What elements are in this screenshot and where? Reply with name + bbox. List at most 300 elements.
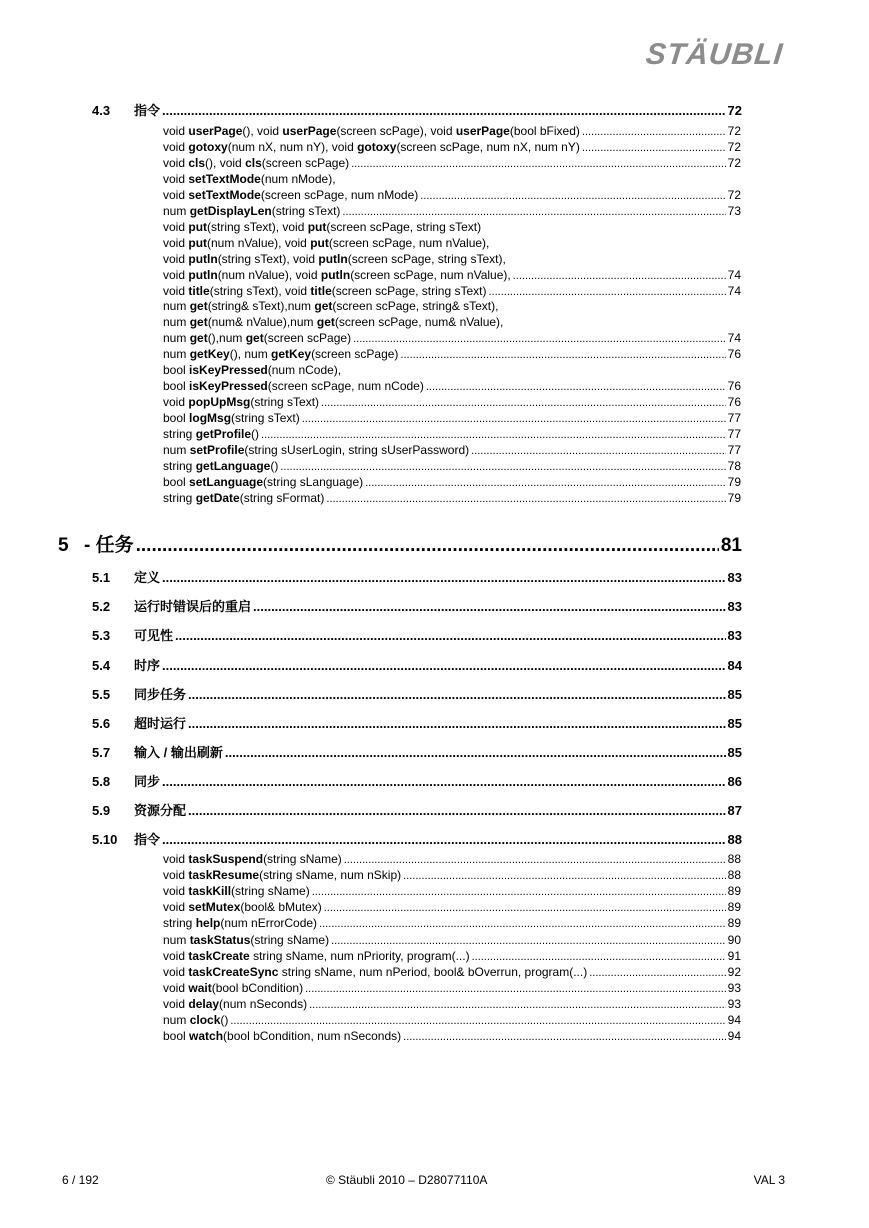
page-ref: 83	[727, 628, 742, 643]
dot-leader	[513, 270, 726, 282]
section-row[interactable]	[92, 771, 742, 790]
page-ref: 88	[727, 832, 742, 847]
section-title: 同步	[134, 774, 161, 789]
section-row[interactable]	[92, 625, 742, 644]
function-name: get	[316, 315, 335, 330]
section-number: 5	[58, 535, 69, 556]
section-number: 5.10	[92, 832, 118, 847]
section-number: 5.9	[92, 803, 111, 818]
toc-entry[interactable]	[163, 140, 741, 154]
dot-leader	[188, 716, 726, 731]
signature-text: num	[163, 443, 190, 457]
signature-text: ()	[251, 427, 260, 442]
signature-text: void	[163, 171, 189, 186]
signature-text: void	[163, 283, 189, 298]
toc-entry[interactable]	[163, 188, 741, 202]
signature-text: (string sText)	[271, 203, 341, 218]
section-row[interactable]	[92, 713, 742, 732]
toc-entry[interactable]	[163, 427, 741, 441]
signature-text: void	[163, 884, 189, 899]
signature-text: (string sText), void	[217, 251, 319, 266]
function-name: userPage	[188, 124, 243, 138]
page-ref: 76	[727, 347, 741, 362]
function-name: popUpMsg	[188, 395, 251, 410]
entry-signature	[163, 220, 481, 234]
signature-text: (bool bCondition)	[211, 980, 304, 995]
entry-signature	[163, 299, 498, 313]
function-name: putln	[188, 267, 218, 282]
signature-text: void	[163, 395, 189, 410]
signature-text: bool	[163, 1029, 190, 1044]
toc-entry	[163, 315, 503, 329]
function-name: cls	[188, 155, 206, 170]
toc-entry[interactable]	[163, 868, 741, 882]
signature-text: (string sText)	[250, 395, 320, 410]
dot-leader	[353, 333, 726, 345]
function-name: put	[310, 235, 329, 250]
signature-text: (screen scPage, string sText),	[347, 251, 506, 266]
toc-entry[interactable]	[163, 949, 741, 963]
dot-leader	[324, 902, 726, 914]
section-row[interactable]	[92, 829, 742, 848]
function-name: get	[189, 331, 208, 346]
entry-signature	[163, 1029, 401, 1043]
entry-signature	[163, 331, 351, 345]
entry-signature	[163, 236, 489, 250]
entry-signature	[163, 443, 469, 457]
page-ref: 92	[727, 964, 741, 979]
signature-text: (string sText)	[231, 411, 300, 426]
page-ref: 90	[727, 932, 741, 947]
function-name: logMsg	[189, 411, 232, 426]
function-name: taskStatus	[189, 932, 251, 947]
entry-signature	[163, 140, 580, 154]
section-number: 5.8	[92, 774, 111, 789]
section-title: - 任务	[84, 535, 134, 556]
section-number: 5.3	[92, 628, 111, 643]
entry-signature	[163, 900, 322, 914]
signature-text: string sName, num nPeriod, bool& bOverrun, program(...)	[278, 964, 588, 979]
function-name: userPage	[455, 124, 510, 138]
entry-signature	[163, 868, 401, 882]
signature-text: (string sUserLogin, string sUserPassword)	[244, 443, 470, 457]
entry-signature	[163, 965, 587, 979]
page-ref: 93	[727, 996, 741, 1011]
page-ref: 76	[727, 395, 741, 410]
page-ref: 88	[727, 868, 741, 883]
function-name: cls	[245, 155, 262, 170]
function-name: getDate	[195, 490, 240, 505]
signature-text: (screen scPage)	[263, 331, 352, 346]
section-row[interactable]	[92, 800, 742, 819]
signature-text: void	[163, 868, 189, 883]
function-name: get	[245, 331, 264, 346]
function-name: put	[188, 235, 208, 250]
signature-text: (screen scPage, num nX, num nY)	[396, 139, 580, 154]
function-name: title	[310, 283, 332, 298]
function-name: gotoxy	[188, 139, 228, 154]
function-name: getDisplayLen	[189, 203, 272, 218]
function-name: get	[314, 299, 333, 314]
signature-text: (string sText), void	[209, 283, 311, 298]
dot-leader	[162, 658, 726, 673]
signature-text: (num nMode),	[260, 171, 336, 186]
toc-entry[interactable]	[163, 900, 741, 914]
page-ref: 72	[727, 124, 741, 138]
signature-text: bool	[163, 379, 190, 394]
signature-text: (),num	[207, 331, 246, 346]
signature-text: (screen scPage, string& sText),	[332, 299, 499, 314]
signature-text: (string sText), void	[207, 219, 308, 234]
section-title: 同步任务	[134, 687, 187, 702]
function-name: watch	[189, 1029, 224, 1044]
signature-text: (string sName, num nSkip)	[259, 868, 402, 883]
signature-text: void	[163, 187, 189, 202]
toc-entry[interactable]	[163, 379, 741, 393]
signature-text: (screen scPage)	[311, 347, 399, 362]
page-ref: 74	[727, 283, 741, 298]
section-title: 指令	[134, 103, 161, 118]
function-name: getKey	[271, 347, 312, 362]
function-name: getLanguage	[195, 458, 271, 473]
dot-leader	[321, 397, 726, 409]
signature-text: bool	[163, 411, 190, 426]
page-ref: 93	[727, 980, 741, 995]
signature-text: void	[163, 964, 189, 979]
toc-entry[interactable]	[163, 331, 741, 345]
signature-text: void	[163, 124, 189, 138]
toc-entry[interactable]	[163, 268, 741, 282]
entry-signature	[163, 315, 503, 329]
section-row[interactable]	[92, 684, 742, 703]
signature-text: (screen scPage)	[261, 155, 350, 170]
section-number: 5.1	[92, 570, 111, 585]
signature-text: string sName, num nPriority, program(...)	[249, 948, 470, 963]
signature-text: (num& nValue),num	[207, 315, 317, 330]
toc-entry[interactable]	[163, 916, 741, 930]
toc-entry[interactable]	[163, 156, 741, 170]
page-ref: 72	[727, 187, 741, 202]
function-name: put	[307, 219, 327, 234]
signature-text: void	[163, 900, 189, 915]
signature-text: ()	[220, 1013, 229, 1027]
entry-signature	[163, 949, 470, 963]
signature-text: num	[163, 331, 190, 346]
toc-entry[interactable]	[163, 124, 741, 138]
dot-leader	[400, 349, 725, 361]
page-ref: 85	[727, 745, 742, 760]
page-ref: 73	[727, 203, 741, 218]
section-title: 运行时错误后的重启	[134, 599, 252, 614]
page-ref: 88	[727, 852, 741, 866]
function-name: getProfile	[195, 427, 252, 442]
entry-signature	[163, 916, 317, 930]
signature-text: void	[163, 139, 189, 154]
dot-leader	[312, 886, 726, 898]
dot-leader	[175, 628, 726, 643]
signature-text: num	[163, 203, 190, 218]
signature-text: string	[163, 490, 196, 505]
toc-entry[interactable]	[163, 997, 741, 1011]
page-ref: 94	[727, 1029, 741, 1044]
dot-leader	[472, 951, 726, 963]
function-name: putln	[320, 267, 351, 282]
signature-text: string	[163, 916, 196, 931]
page-ref: 76	[727, 379, 741, 394]
signature-text: (screen scPage, string sText)	[331, 283, 487, 298]
function-name: taskResume	[188, 868, 260, 883]
dot-leader	[309, 999, 726, 1011]
signature-text: void	[163, 155, 189, 170]
page-ref: 81	[720, 535, 742, 556]
entry-signature	[163, 156, 349, 170]
entry-signature	[163, 884, 310, 898]
section-number: 5.7	[92, 745, 111, 760]
section-title: 可见性	[134, 628, 174, 643]
section-title: 定义	[134, 570, 161, 585]
signature-text: string	[163, 427, 196, 442]
signature-text: (screen scPage, string sText)	[326, 219, 482, 234]
toc-entry	[163, 172, 336, 186]
dot-leader	[426, 381, 726, 393]
page-ref: 72	[727, 103, 742, 118]
page-ref: 74	[727, 267, 741, 282]
page-ref: 87	[727, 803, 742, 818]
dot-leader	[582, 126, 726, 138]
section-number: 5.2	[92, 599, 111, 614]
entry-signature	[163, 284, 486, 298]
section-number: 5.4	[92, 658, 111, 673]
section-title: 时序	[134, 658, 161, 673]
dot-leader	[420, 190, 725, 202]
page-ref: 94	[727, 1013, 741, 1027]
toc-entry	[163, 299, 498, 313]
section-row[interactable]	[92, 567, 742, 586]
toc-entry[interactable]	[163, 1029, 741, 1043]
dot-leader	[342, 206, 725, 218]
dot-leader	[230, 1015, 725, 1027]
page-ref: 72	[727, 139, 741, 154]
signature-text: (string sName)	[263, 852, 342, 866]
dot-leader	[162, 832, 726, 847]
toc-entry[interactable]	[163, 443, 741, 457]
signature-text: (), num	[229, 347, 272, 362]
signature-text: string	[163, 458, 196, 473]
function-name: setProfile	[189, 443, 245, 457]
staubli-logo: STÄUBLI	[644, 38, 785, 71]
dot-leader	[188, 687, 726, 702]
entry-signature	[163, 852, 342, 866]
signature-text: void	[163, 996, 189, 1011]
dot-leader	[225, 745, 726, 760]
entry-signature	[163, 379, 424, 393]
function-name: get	[189, 315, 208, 330]
footer-page-number: 6 / 192	[62, 1173, 99, 1187]
signature-text: (screen scPage, num nValue),	[350, 267, 511, 282]
section-title: 超时运行	[134, 716, 187, 731]
signature-text: num	[163, 315, 190, 330]
page-ref: 78	[727, 458, 741, 473]
section-row[interactable]	[92, 742, 742, 761]
function-name: taskSuspend	[188, 852, 264, 866]
signature-text: (string sLanguage)	[263, 474, 364, 489]
function-name: taskKill	[188, 884, 232, 899]
dot-leader	[302, 413, 726, 425]
function-name: putln	[188, 251, 218, 266]
signature-text: bool	[163, 474, 190, 489]
signature-text: (bool bFixed)	[509, 124, 580, 138]
page-ref: 89	[727, 900, 741, 915]
signature-text: void	[163, 267, 189, 282]
page-ref: 89	[727, 916, 741, 931]
dot-leader	[403, 870, 726, 882]
signature-text: (bool bCondition, num nSeconds)	[223, 1029, 402, 1044]
entry-signature	[163, 427, 259, 441]
toc-entry	[163, 363, 341, 377]
signature-text: (string& sText),num	[207, 299, 315, 314]
function-name: taskCreate	[188, 948, 250, 963]
signature-text: void	[163, 948, 189, 963]
signature-text: void	[163, 235, 189, 250]
entry-signature	[163, 204, 340, 218]
entry-signature	[163, 124, 580, 138]
chapter-row[interactable]	[58, 530, 742, 557]
function-name: putln	[318, 251, 348, 266]
section-row[interactable]	[92, 100, 742, 119]
function-name: get	[189, 299, 208, 314]
signature-text: num	[163, 299, 190, 314]
dot-leader	[305, 983, 726, 995]
footer-copyright: © Stäubli 2010 – D28077110A	[326, 1173, 488, 1187]
function-name: taskCreateSync	[188, 964, 279, 979]
entry-signature	[163, 411, 300, 425]
entry-signature	[163, 363, 341, 377]
entry-signature	[163, 475, 363, 489]
section-title: 输入 / 输出刷新	[134, 745, 223, 760]
function-name: setTextMode	[188, 171, 261, 186]
dot-leader	[351, 158, 726, 170]
dot-leader	[261, 429, 726, 441]
signature-text: num	[163, 347, 190, 362]
dot-leader	[188, 803, 726, 818]
signature-text: bool	[163, 363, 190, 378]
page-ref: 89	[727, 884, 741, 899]
toc-entry[interactable]	[163, 475, 741, 489]
entry-signature	[163, 981, 303, 995]
function-name: setMutex	[188, 900, 241, 915]
toc-entry[interactable]	[163, 1013, 741, 1027]
toc-entry[interactable]	[163, 981, 741, 995]
entry-signature	[163, 268, 511, 282]
toc-entry[interactable]	[163, 491, 741, 505]
function-name: setTextMode	[188, 187, 261, 202]
signature-text: (num nErrorCode)	[220, 916, 318, 931]
signature-text: (num nX, num nY), void	[227, 139, 358, 154]
function-name: setLanguage	[189, 474, 264, 489]
signature-text: (screen scPage, num& nValue),	[334, 315, 504, 330]
page-ref: 79	[727, 490, 741, 505]
signature-text: (num nValue), void	[207, 235, 311, 250]
signature-text: (), void	[242, 124, 283, 138]
section-row[interactable]	[92, 655, 742, 674]
signature-text: void	[163, 251, 189, 266]
entry-signature	[163, 188, 418, 202]
page-ref: 77	[727, 411, 741, 426]
signature-text: num	[163, 1013, 190, 1027]
signature-text: (bool& bMutex)	[240, 900, 322, 915]
page-ref: 86	[727, 774, 742, 789]
toc-entry[interactable]	[163, 965, 741, 979]
toc-entry[interactable]	[163, 933, 741, 947]
toc-entry[interactable]	[163, 284, 741, 298]
section-row[interactable]	[92, 596, 742, 615]
entry-signature	[163, 172, 336, 186]
toc-entry[interactable]	[163, 395, 741, 409]
dot-leader	[403, 1031, 725, 1043]
toc-entry	[163, 236, 489, 250]
signature-text: (num nCode),	[267, 363, 342, 378]
function-name: put	[188, 219, 208, 234]
function-name: help	[195, 916, 221, 931]
signature-text: (), void	[205, 155, 246, 170]
toc-entry[interactable]	[163, 204, 741, 218]
signature-text: (screen scPage, num nCode)	[267, 379, 424, 394]
toc-entry	[163, 220, 481, 234]
page-ref: 83	[727, 599, 742, 614]
footer-product: VAL 3	[753, 1173, 785, 1187]
section-number: 5.6	[92, 716, 111, 731]
toc-entry[interactable]	[163, 411, 741, 425]
function-name: gotoxy	[357, 139, 397, 154]
dot-leader	[319, 918, 726, 930]
section-number: 4.3	[92, 103, 111, 118]
dot-leader	[331, 935, 726, 947]
dot-leader	[582, 142, 726, 154]
page-ref: 91	[727, 948, 741, 963]
toc-entry[interactable]	[163, 347, 741, 361]
function-name: delay	[188, 996, 220, 1011]
entry-signature	[163, 347, 398, 361]
dot-leader	[162, 103, 726, 118]
dot-leader	[326, 493, 725, 505]
entry-signature	[163, 997, 307, 1011]
signature-text: (screen scPage, num nMode)	[260, 187, 419, 202]
signature-text: num	[163, 932, 190, 947]
dot-leader	[136, 535, 719, 557]
dot-leader	[471, 445, 726, 457]
function-name: getKey	[189, 347, 230, 362]
entry-signature	[163, 491, 324, 505]
entry-signature	[163, 933, 329, 947]
page-ref: 85	[727, 716, 742, 731]
function-name: clock	[189, 1013, 221, 1027]
page-ref: 83	[727, 570, 742, 585]
signature-text: (num nSeconds)	[219, 996, 308, 1011]
dot-leader	[162, 774, 726, 789]
signature-text: void	[163, 219, 189, 234]
page-ref: 79	[727, 474, 741, 489]
signature-text: void	[163, 980, 189, 995]
toc-entry[interactable]	[163, 884, 741, 898]
page-ref: 85	[727, 687, 742, 702]
toc-entry[interactable]	[163, 852, 741, 866]
entry-signature	[163, 252, 506, 266]
dot-leader	[488, 286, 725, 298]
page-ref: 77	[727, 443, 741, 457]
function-name: userPage	[282, 124, 337, 138]
toc-entry[interactable]	[163, 459, 741, 473]
dot-leader	[589, 967, 725, 979]
